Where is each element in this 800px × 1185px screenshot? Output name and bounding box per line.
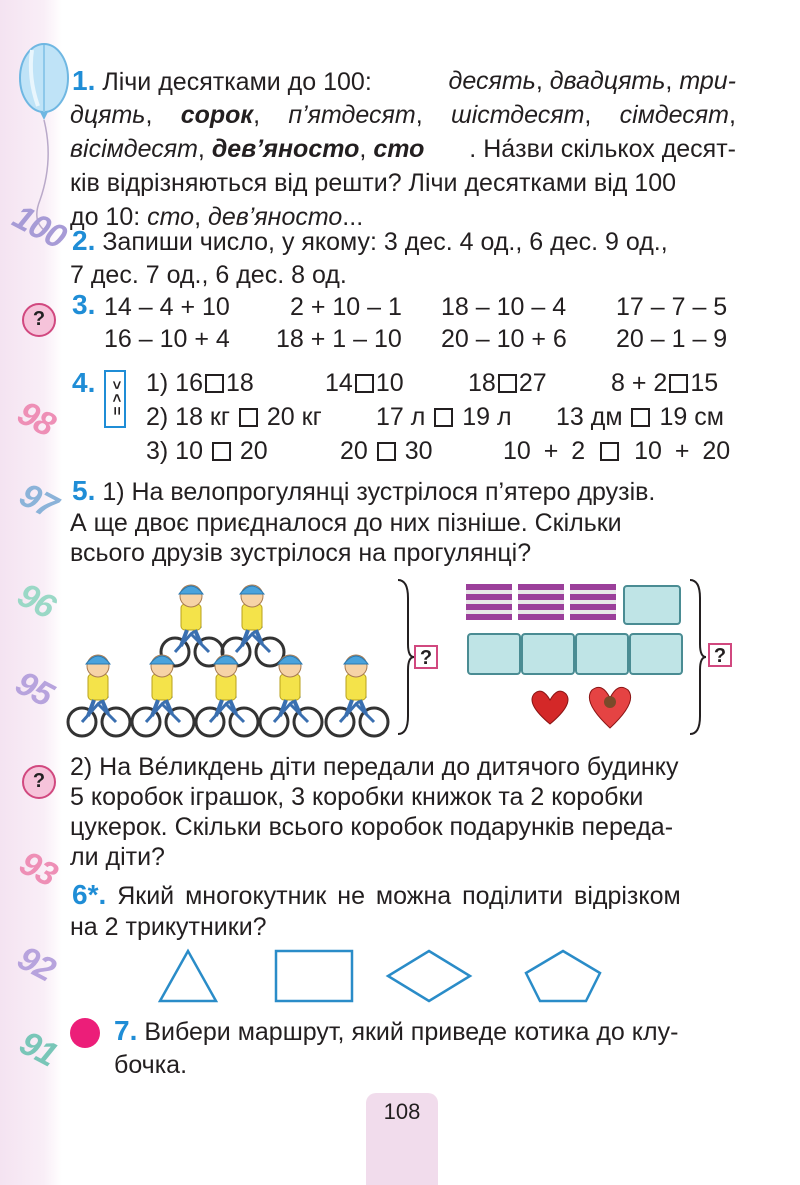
task1-number: 1. [72,65,96,96]
cyclist [196,655,258,736]
right-brace [396,578,416,736]
task4-row2-c: 13 дм 19 см [556,403,724,431]
task4-number: 4. [72,367,96,398]
task3-expr: 20 – 10 + 6 [441,325,567,353]
task1-line1: 1. Лічи десятками до 100: десять, двадцять, три- [72,65,736,96]
task3-expr: 14 – 4 + 10 [104,293,230,321]
task7-marker-dot [70,1018,100,1048]
task4-row1-a: 1) 16 18 [146,369,254,397]
question-badge-task5: ? [22,765,56,799]
task5-number: 5. [72,475,96,506]
task5-part2-line3: цукерок. Скільки всього коробок подарунків переда- [70,813,674,841]
task4-row3-a: 3) 10 20 [146,437,268,465]
rhombus-shape [388,951,470,1001]
task6-line2: на 2 трикутники? [70,913,267,941]
candy-heart-boxes-icon [532,687,631,728]
task4-row1-d: 8 + 2 15 [611,369,719,397]
task4-row3-b: 20 30 [340,437,433,465]
task5-line1: 5. 1) На велопрогулянці зустрілося п’ятеро друзів. [72,475,656,506]
task5-part2-line4: ли діти? [70,843,165,871]
task5-part2-line1: 2) На Ве́ликдень діти передали до дитячого будинку [70,753,679,781]
cyclist [132,655,194,736]
polygon-shapes [150,945,650,1010]
task3-expr: 16 – 10 + 4 [104,325,230,353]
task6-number: 6*. [72,879,107,910]
cyclist [222,585,284,666]
task5-line3: всього друзів зустрілося на прогулянці? [70,539,532,567]
margin-number-97: 97 [13,475,63,527]
task3-expr: 2 + 10 – 1 [290,293,402,321]
margin-number-96: 96 [11,575,61,627]
question-badge-task3: ? [22,303,56,337]
task6-line1: 6*. Який многокутник не можна поділити відрізком [72,879,681,910]
task4-row2-a: 2) 18 кг 20 кг [146,403,322,431]
pentagon-shape [526,951,600,1001]
task2-number: 2. [72,225,96,256]
margin-number-92: 92 [11,938,61,990]
task2-line1: 2. Запиши число, у якому: 3 дес. 4 од., 6 дес. 9 од., [72,225,668,256]
cyclist [68,655,130,736]
comparison-signs: > < = [108,380,125,416]
task3-expr: 20 – 1 – 9 [616,325,728,353]
task4-row2-b: 17 л 19 л [376,403,512,431]
comparison-signs-box [104,370,126,428]
task1-line4: ків відрізняються від решти? Лічи десятками від 100 [70,169,677,197]
task3-expr: 17 – 7 – 5 [616,293,728,321]
margin-number-98: 98 [11,393,61,445]
task4-row3-c: 10 + 2 10 + 20 [503,437,731,465]
cyclists-illustration [66,568,400,738]
rectangle-shape [276,951,352,1001]
margin-number-91: 91 [13,1023,63,1075]
task5-line2: А ще двоє приєдналося до них пізніше. Скільки [70,509,622,537]
triangle-shape [160,951,216,1001]
task7-number: 7. [114,1015,138,1046]
margin-number-95: 95 [9,663,59,715]
task3-number: 3. [72,289,96,320]
books-icon [466,584,616,620]
answer-box-cyclists[interactable]: ? [414,645,438,669]
right-brace [688,578,708,736]
cyclist [161,585,223,666]
task1-line3: вісімдесят, дев’яносто, сто . На́зви скількох десят- [70,135,736,163]
task2-line2: 7 дес. 7 од., 6 дес. 8 од. [70,261,347,289]
task1-line5: до 10: сто, дев’яносто... [70,203,364,231]
task3-expr: 18 – 10 – 4 [441,293,567,321]
task1-line2: дцять, сорок, п’ятдесят, шістдесят, сімдесят, [70,101,736,129]
task3-expr: 18 + 1 – 10 [276,325,402,353]
task4-row1-c: 18 27 [468,369,547,397]
task7-line1: 7. Вибери маршрут, який приведе котика до клу- [114,1015,679,1046]
page-number-tab [366,1093,438,1185]
answer-box-gifts[interactable]: ? [708,643,732,667]
margin-number-93: 93 [13,843,63,895]
task5-part2-line2: 5 коробок іграшок, 3 коробки книжок та 2 коробки [70,783,644,811]
cyclist [326,655,388,736]
gift-boxes-illustration [462,578,692,738]
page-number: 108 [383,1099,421,1124]
task4-row1-b: 14 10 [325,369,404,397]
margin-number-100: 100 [6,197,72,257]
task7-line2: бочка. [114,1051,188,1079]
